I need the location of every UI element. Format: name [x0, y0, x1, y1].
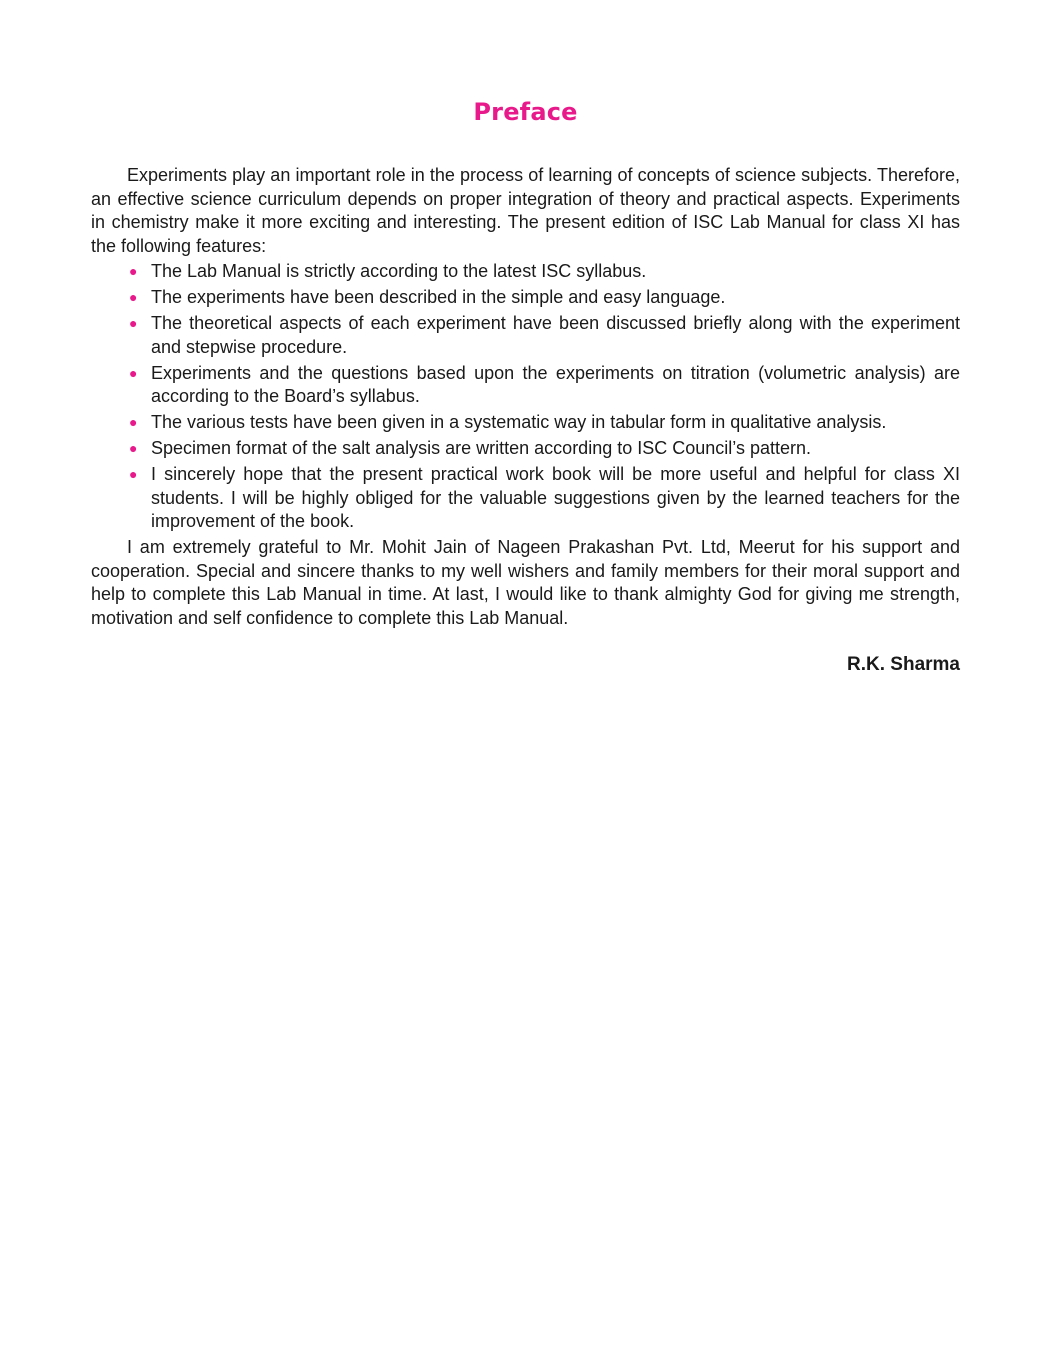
- list-item: [129, 312, 960, 359]
- list-item: [129, 437, 960, 461]
- intro-paragraph: Experiments play an important role in the process of learning of concepts of science subjects. Therefore, an effective science curriculum depends on proper integration of theory and practical aspects. Experiments in chemistry make it more exciting and interesting. The present edition of ISC Lab Manual for class XI has the following features:: [91, 165, 960, 256]
- list-item: [129, 411, 960, 435]
- list-item: [129, 286, 960, 310]
- feature-text: The theoretical aspects of each experiment have been discussed briefly along with the experiment and stepwise procedure.: [151, 313, 960, 357]
- bullet-dot-icon: ●: [129, 263, 138, 279]
- feature-text: The various tests have been given in a systematic way in tabular form in qualitative analysis.: [151, 412, 887, 432]
- author-signature: R.K. Sharma: [847, 654, 960, 675]
- acknowledgement-paragraph: I am extremely grateful to Mr. Mohit Jain of Nageen Prakashan Pvt. Ltd, Meerut for his support and cooperation. Special and sincere thanks to my well wishers and family members for their moral support and help to complete this Lab Manual in time. At last, I would like to thank almighty God for giving me strength, motivation and self confidence to complete this Lab Manual.: [91, 537, 960, 628]
- list-item: [129, 463, 960, 534]
- bullet-dot-icon: ●: [129, 414, 138, 430]
- feature-text: I sincerely hope that the present practical work book will be more useful and helpful for class XI students. I will be highly obliged for the valuable suggestions given by the learned teachers for the improvement of the book.: [151, 464, 960, 531]
- list-item: [129, 362, 960, 409]
- bullet-dot-icon: ●: [129, 315, 138, 331]
- feature-text: Specimen format of the salt analysis are written according to ISC Council’s pattern.: [151, 438, 811, 458]
- bullet-dot-icon: ●: [129, 289, 138, 305]
- bullet-dot-icon: ●: [129, 466, 138, 482]
- page-title: Preface: [473, 98, 578, 126]
- feature-text: The Lab Manual is strictly according to the latest ISC syllabus.: [151, 261, 647, 281]
- bullet-dot-icon: ●: [129, 440, 138, 456]
- preface-body: [91, 164, 960, 677]
- feature-text: The experiments have been described in the simple and easy language.: [151, 287, 726, 307]
- features-list: [91, 260, 960, 534]
- bullet-dot-icon: ●: [129, 364, 138, 381]
- feature-text: Experiments and the questions based upon the experiments on titration (volumetric analysis) are according to the Board’s syllabus.: [151, 362, 960, 406]
- list-item: [129, 260, 960, 284]
